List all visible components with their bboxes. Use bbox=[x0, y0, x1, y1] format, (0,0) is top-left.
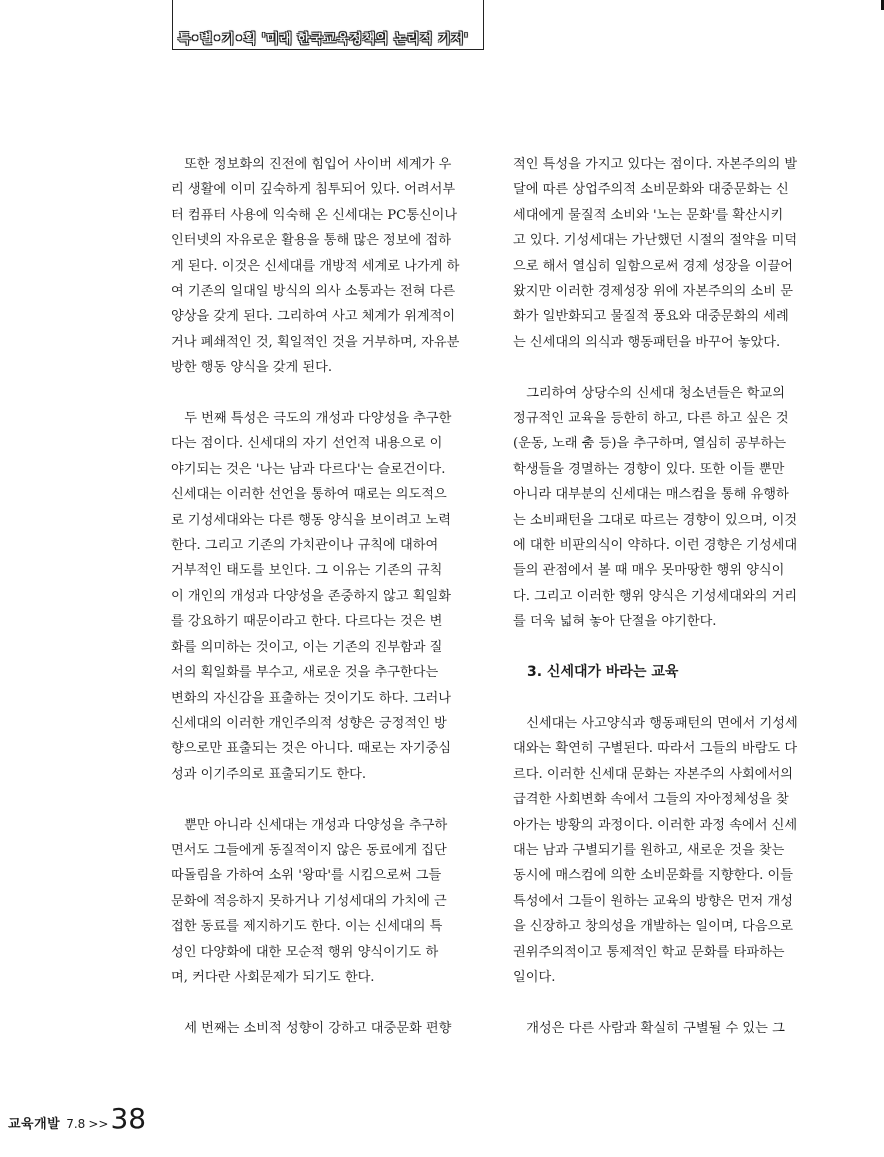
issue-number: 7.8 bbox=[66, 1117, 86, 1131]
arrow-icon: >> bbox=[88, 1117, 109, 1131]
paragraph: 두 번째 특성은 극도의 개성과 다양성을 추구한 다는 점이다. 신세대의 자기 선언적 내용으로 이 야기되는 것은 '나는 남과 다르다'는 슬로건이다. 신세대는 이러한 선언을 통하여 때로는 의도적으 로 기성세대와는 다른 행동 양식을 보이려고 노력 한다. 그리고 기존의 가치관이나 규칙에 대하여 거부적인 태도를 보인다. 그 이유는 기존의 규칙 이 개인의 개성과 다양성을 존중하지 않고 획일화 를 강요하기 때문이라고 한다. 다르다는 것은 변 화를 의미하는 것이고, 이는 기존의 진부함과 질 서의 획일화를 부수고, 새로운 것을 추구한다는 변화의 자신감을 표출하는 것이기도 하다. 그러나 신세대의 이러한 개인주의적 성향은 긍정적인 방 향으로만 표출되는 것은 아니다. 때로는 자기중심 성과 이기주의로 표출되기도 한다. bbox=[171, 411, 452, 782]
magazine-name: 교육개발 bbox=[8, 1117, 61, 1132]
right-column bbox=[513, 152, 815, 1041]
paragraph: 또한 정보화의 진전에 힘입어 사이버 세계가 우 리 생활에 이미 깊숙하게 침투되어 있다. 어려서부 터 컴퓨터 사용에 익숙해 온 신세대는 PC통신이나 인터넷의 자유로운 활용을 통해 많은 정보에 접하 게 된다. 이것은 신세대를 개방적 세계로 나가게 하 여 기존의 일대일 방식의 의사 소통과는 전혀 다른 양상을 갖게 된다. 그리하여 사고 체계가 위계적이 거나 폐쇄적인 것, 획일적인 것을 거부하며, 자유분 방한 행동 양식을 갖게 된다. bbox=[171, 157, 460, 376]
section-heading: 3. 신세대가 바라는 교육 bbox=[527, 664, 679, 681]
paragraph: 그리하여 상당수의 신세대 청소년들은 학교의 정규적인 교육을 등한히 하고, 다른 하고 싶은 것 (운동, 노래 춤 등)을 추구하며, 열심히 공부하는 학생들을 경멸하는 경향이 있다. 또한 이들 뿐만 아니라 대부분의 신세대는 매스컴을 통해 유행하 는 소비패턴을 그대로 따르는 경향이 있으며, 이것 에 대한 비판의식이 약하다. 이런 경향은 기성세대 들의 관점에서 볼 때 매우 못마땅한 행위 양식이 다. 그리고 이러한 행위 양식은 기성세대와의 거리 를 더욱 넓혀 놓아 단절을 야기한다. bbox=[513, 385, 798, 630]
page-footer bbox=[8, 1102, 147, 1135]
section-header-title: 특•별•기•획 '미래 한국교육정책의 논리적 기저' bbox=[178, 32, 469, 47]
page-number: 38 bbox=[110, 1102, 147, 1135]
left-column bbox=[171, 152, 473, 1041]
paragraph: 적인 특성을 가지고 있다는 점이다. 자본주의의 발 달에 따른 상업주의적 소비문화와 대중문화는 신 세대에게 물질적 소비와 '노는 문화'를 확산시키 고 있다. 기성세대는 가난했던 시절의 절약을 미덕 으로 해서 열심히 일함으로써 경제 성장을 이끌어 왔지만 이러한 경제성장 위에 자본주의의 소비 문 화가 일반화되고 물질적 풍요와 대중문화의 세례 는 신세대의 의식과 행동패턴을 바꾸어 놓았다. bbox=[513, 157, 798, 350]
paragraph: 세 번째는 소비적 성향이 강하고 대중문화 편향 bbox=[184, 1020, 452, 1036]
paragraph: 개성은 다른 사람과 확실히 구별될 수 있는 그 bbox=[526, 1020, 785, 1036]
paragraph: 신세대는 사고양식과 행동패턴의 면에서 기성세 대와는 확연히 구별된다. 따라서 그들의 바람도 다 르다. 이러한 신세대 문화는 자본주의 사회에서의 급격한 사회변화 속에서 그들의 자아정체성을 찾 아가는 방황의 과정이다. 이러한 과정 속에서 신세 대는 남과 구별되기를 원하고, 새로운 것을 찾는 동시에 매스컴에 의한 소비문화를 지향한다. 이들 특성에서 그들이 원하는 교육의 방향은 먼저 개성 을 신장하고 창의성을 개발하는 일이며, 다음으로 권위주의적이고 통제적인 학교 문화를 타파하는 일이다. bbox=[513, 715, 798, 985]
paragraph: 뿐만 아니라 신세대는 개성과 다양성을 추구하 면서도 그들에게 동질적이지 않은 동료에게 집단 따돌림을 가하여 소위 '왕따'를 시킴으로써 그들 문화에 적응하지 못하거나 기성세대의 가치에 근 접한 동료를 제지하기도 한다. 이는 신세대의 특 성인 다양화에 대한 모순적 행위 양식이기도 하 며, 커다란 사회문제가 되기도 한다. bbox=[171, 817, 448, 985]
